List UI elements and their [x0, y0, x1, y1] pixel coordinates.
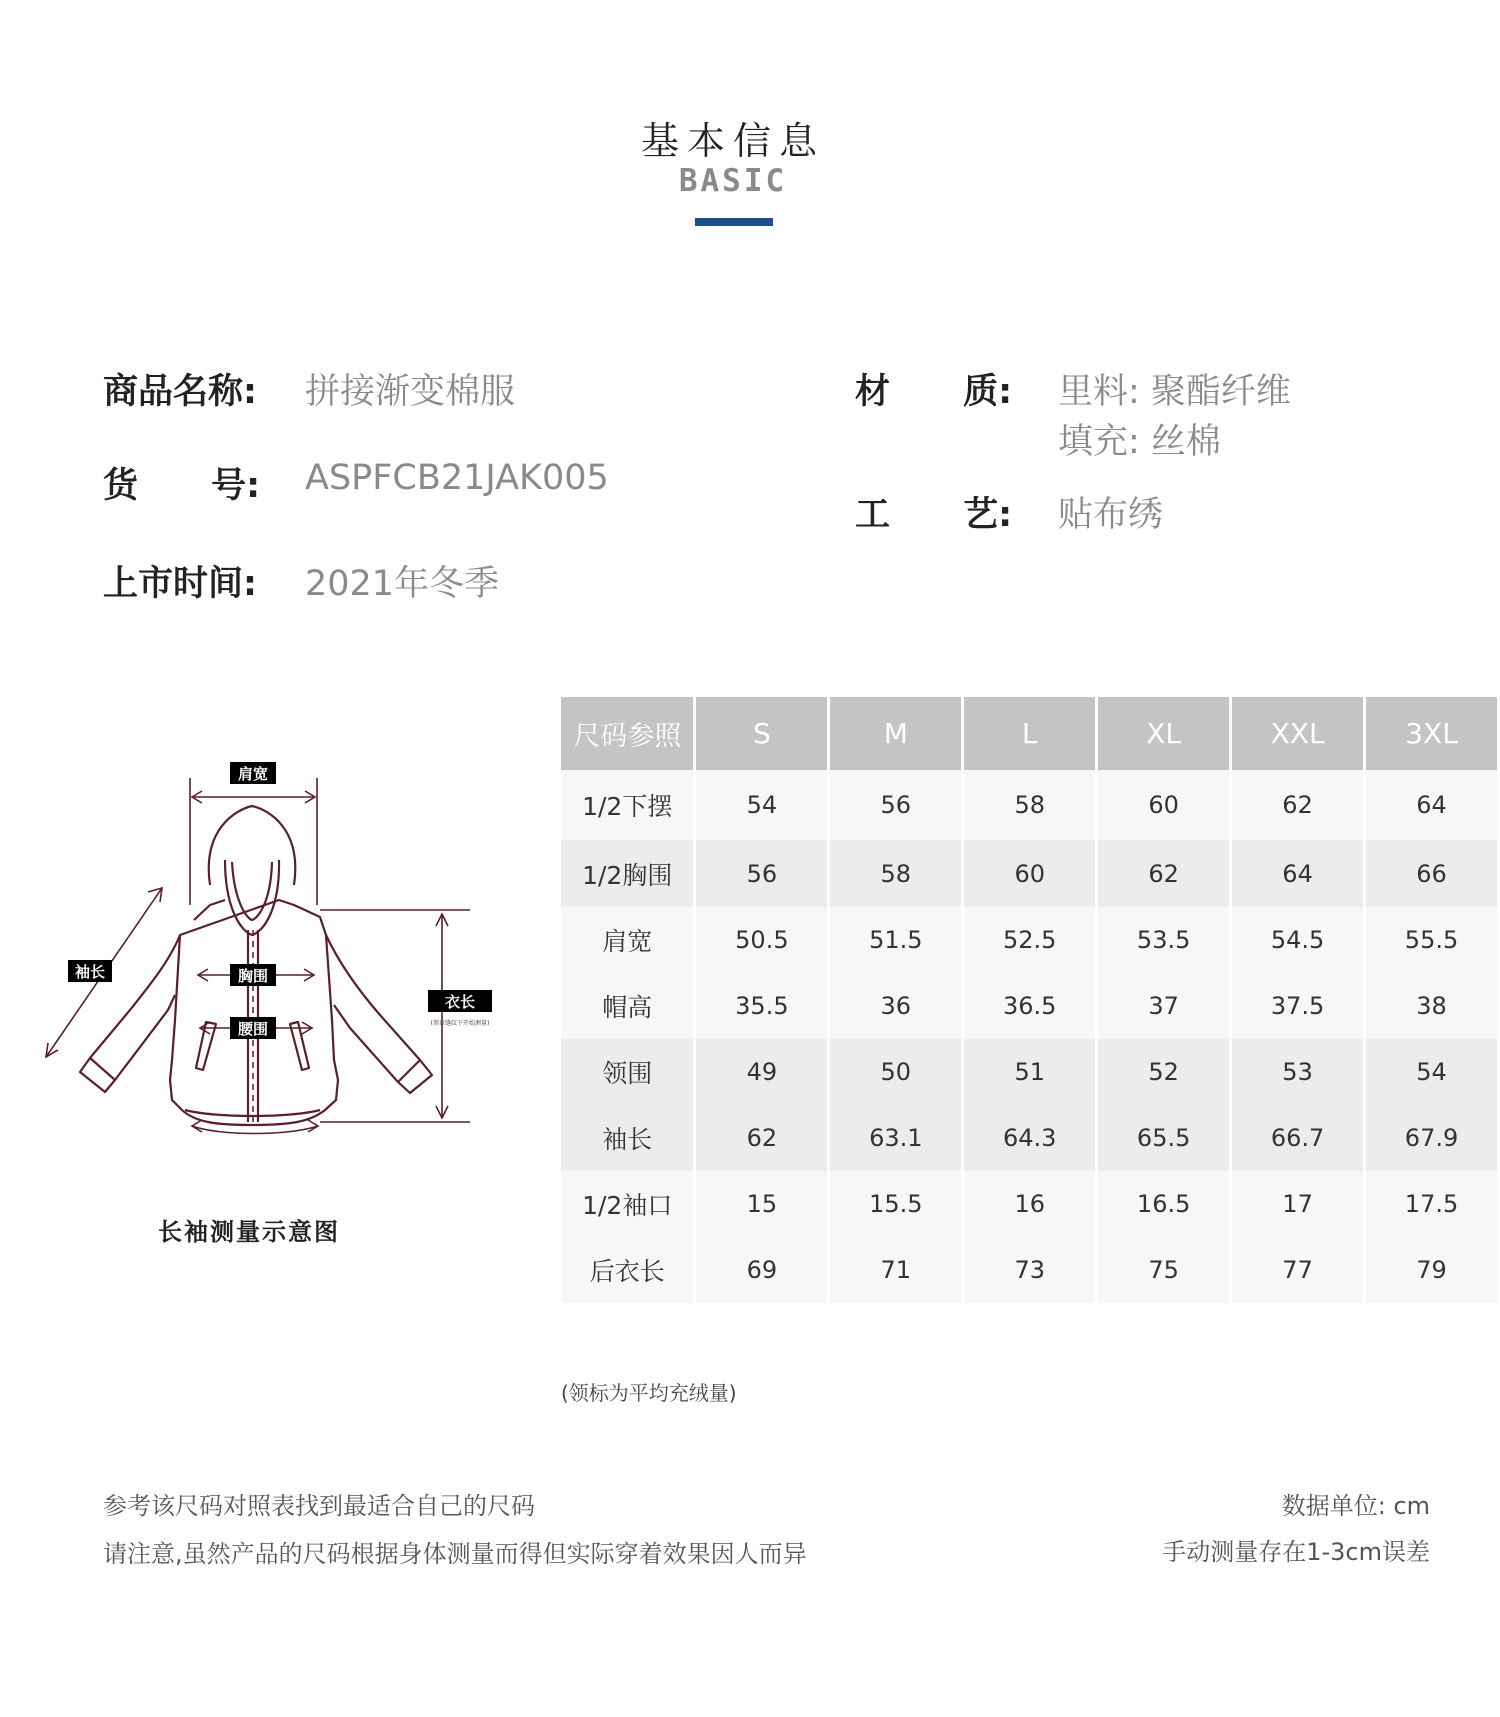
chest-label: 胸围 [237, 967, 269, 985]
craft-value: 贴布绣 [1058, 495, 1164, 535]
table-cell: 69 [695, 1237, 829, 1303]
material-label: 材 质: [855, 372, 1013, 412]
table-cell: 37.5 [1231, 973, 1365, 1039]
table-cell: 64 [1365, 770, 1499, 840]
table-cell: 58 [963, 770, 1097, 840]
size-reference-note: 参考该尺码对照表找到最适合自己的尺码 [103, 1492, 535, 1520]
table-cell: 50.5 [695, 907, 829, 973]
shoulder-label: 肩宽 [237, 765, 269, 783]
left-sleeve [80, 935, 180, 1092]
hood-outline [209, 806, 295, 885]
table-cell: 16 [963, 1171, 1097, 1237]
table-cell: 60 [963, 840, 1097, 907]
size-table [561, 697, 1500, 1303]
waist-label: 腰围 [237, 1020, 269, 1038]
section-title: 基本信息 [640, 119, 825, 163]
size-header-m: M [829, 697, 963, 770]
size-header-s: S [695, 697, 829, 770]
material-filling: 填充: 丝棉 [1058, 422, 1221, 462]
table-cell: 64 [1231, 840, 1365, 907]
size-disclaimer-note: 请注意,虽然产品的尺码根据身体测量而得但实际穿着效果因人而异 [103, 1540, 807, 1568]
table-cell: 17.5 [1365, 1171, 1499, 1237]
table-cell: 52 [1097, 1039, 1231, 1105]
title-underline-bar [695, 218, 773, 226]
table-row [561, 1039, 1499, 1105]
section-subtitle: BASIC [678, 163, 788, 199]
table-cell: 66.7 [1231, 1105, 1365, 1171]
table-cell: 35.5 [695, 973, 829, 1039]
table-cell: 16.5 [1097, 1171, 1231, 1237]
size-header-xxl: XXL [1231, 697, 1365, 770]
table-footnote: (领标为平均充绒量) [561, 1381, 737, 1405]
row-label: 1/2胸围 [561, 840, 695, 907]
release-date-value: 2021年冬季 [305, 564, 500, 604]
unit-note: 数据单位: cm [1281, 1492, 1430, 1520]
table-cell: 73 [963, 1237, 1097, 1303]
table-cell: 52.5 [963, 907, 1097, 973]
table-cell: 38 [1365, 973, 1499, 1039]
table-cell: 66 [1365, 840, 1499, 907]
table-cell: 54 [695, 770, 829, 840]
table-cell: 36 [829, 973, 963, 1039]
length-label: 衣长 [444, 993, 476, 1011]
table-cell: 51.5 [829, 907, 963, 973]
size-header-3xl: 3XL [1365, 697, 1499, 770]
table-cell: 77 [1231, 1237, 1365, 1303]
product-name-value: 拼接渐变棉服 [305, 372, 516, 412]
table-cell: 53 [1231, 1039, 1365, 1105]
table-cell: 15.5 [829, 1171, 963, 1237]
table-cell: 62 [1231, 770, 1365, 840]
size-header-label: 尺码参照 [561, 697, 695, 770]
table-row [561, 1171, 1499, 1237]
jacket-measurement-diagram [20, 760, 520, 1200]
sku-value: ASPFCB21JAK005 [305, 458, 609, 498]
table-cell: 67.9 [1365, 1105, 1499, 1171]
size-header-xl: XL [1097, 697, 1231, 770]
product-name-label: 商品名称: [103, 372, 257, 412]
row-label: 后衣长 [561, 1237, 695, 1303]
material-lining: 里料: 聚酯纤维 [1058, 372, 1291, 412]
table-row [561, 973, 1499, 1039]
table-cell: 53.5 [1097, 907, 1231, 973]
row-label: 帽高 [561, 973, 695, 1039]
diagram-caption: 长袖测量示意图 [158, 1218, 340, 1246]
table-cell: 55.5 [1365, 907, 1499, 973]
table-cell: 49 [695, 1039, 829, 1105]
table-cell: 54.5 [1231, 907, 1365, 973]
size-header-l: L [963, 697, 1097, 770]
sku-label: 货 号: [103, 466, 261, 506]
table-cell: 63.1 [829, 1105, 963, 1171]
table-cell: 64.3 [963, 1105, 1097, 1171]
table-row [561, 907, 1499, 973]
table-cell: 17 [1231, 1171, 1365, 1237]
table-cell: 79 [1365, 1237, 1499, 1303]
table-cell: 50 [829, 1039, 963, 1105]
table-cell: 54 [1365, 1039, 1499, 1105]
table-cell: 36.5 [963, 973, 1097, 1039]
table-cell: 71 [829, 1237, 963, 1303]
row-label: 领围 [561, 1039, 695, 1105]
row-label: 肩宽 [561, 907, 695, 973]
sleeve-label: 袖长 [74, 963, 106, 981]
table-cell: 75 [1097, 1237, 1231, 1303]
table-row [561, 1105, 1499, 1171]
row-label: 1/2袖口 [561, 1171, 695, 1237]
length-note: (领口缝纹下开始测量) [430, 1020, 490, 1027]
table-row [561, 770, 1499, 840]
table-cell: 51 [963, 1039, 1097, 1105]
table-cell: 62 [1097, 840, 1231, 907]
table-cell: 15 [695, 1171, 829, 1237]
craft-label: 工 艺: [855, 495, 1013, 535]
release-date-label: 上市时间: [103, 564, 257, 604]
table-cell: 62 [695, 1105, 829, 1171]
table-cell: 60 [1097, 770, 1231, 840]
error-note: 手动测量存在1-3cm误差 [1162, 1538, 1430, 1566]
table-cell: 58 [829, 840, 963, 907]
table-cell: 65.5 [1097, 1105, 1231, 1171]
right-sleeve [326, 935, 432, 1093]
table-cell: 56 [829, 770, 963, 840]
row-label: 袖长 [561, 1105, 695, 1171]
table-cell: 56 [695, 840, 829, 907]
size-table-header-row [561, 697, 1499, 770]
row-label: 1/2下摆 [561, 770, 695, 840]
table-row [561, 840, 1499, 907]
table-cell: 37 [1097, 973, 1231, 1039]
table-row [561, 1237, 1499, 1303]
